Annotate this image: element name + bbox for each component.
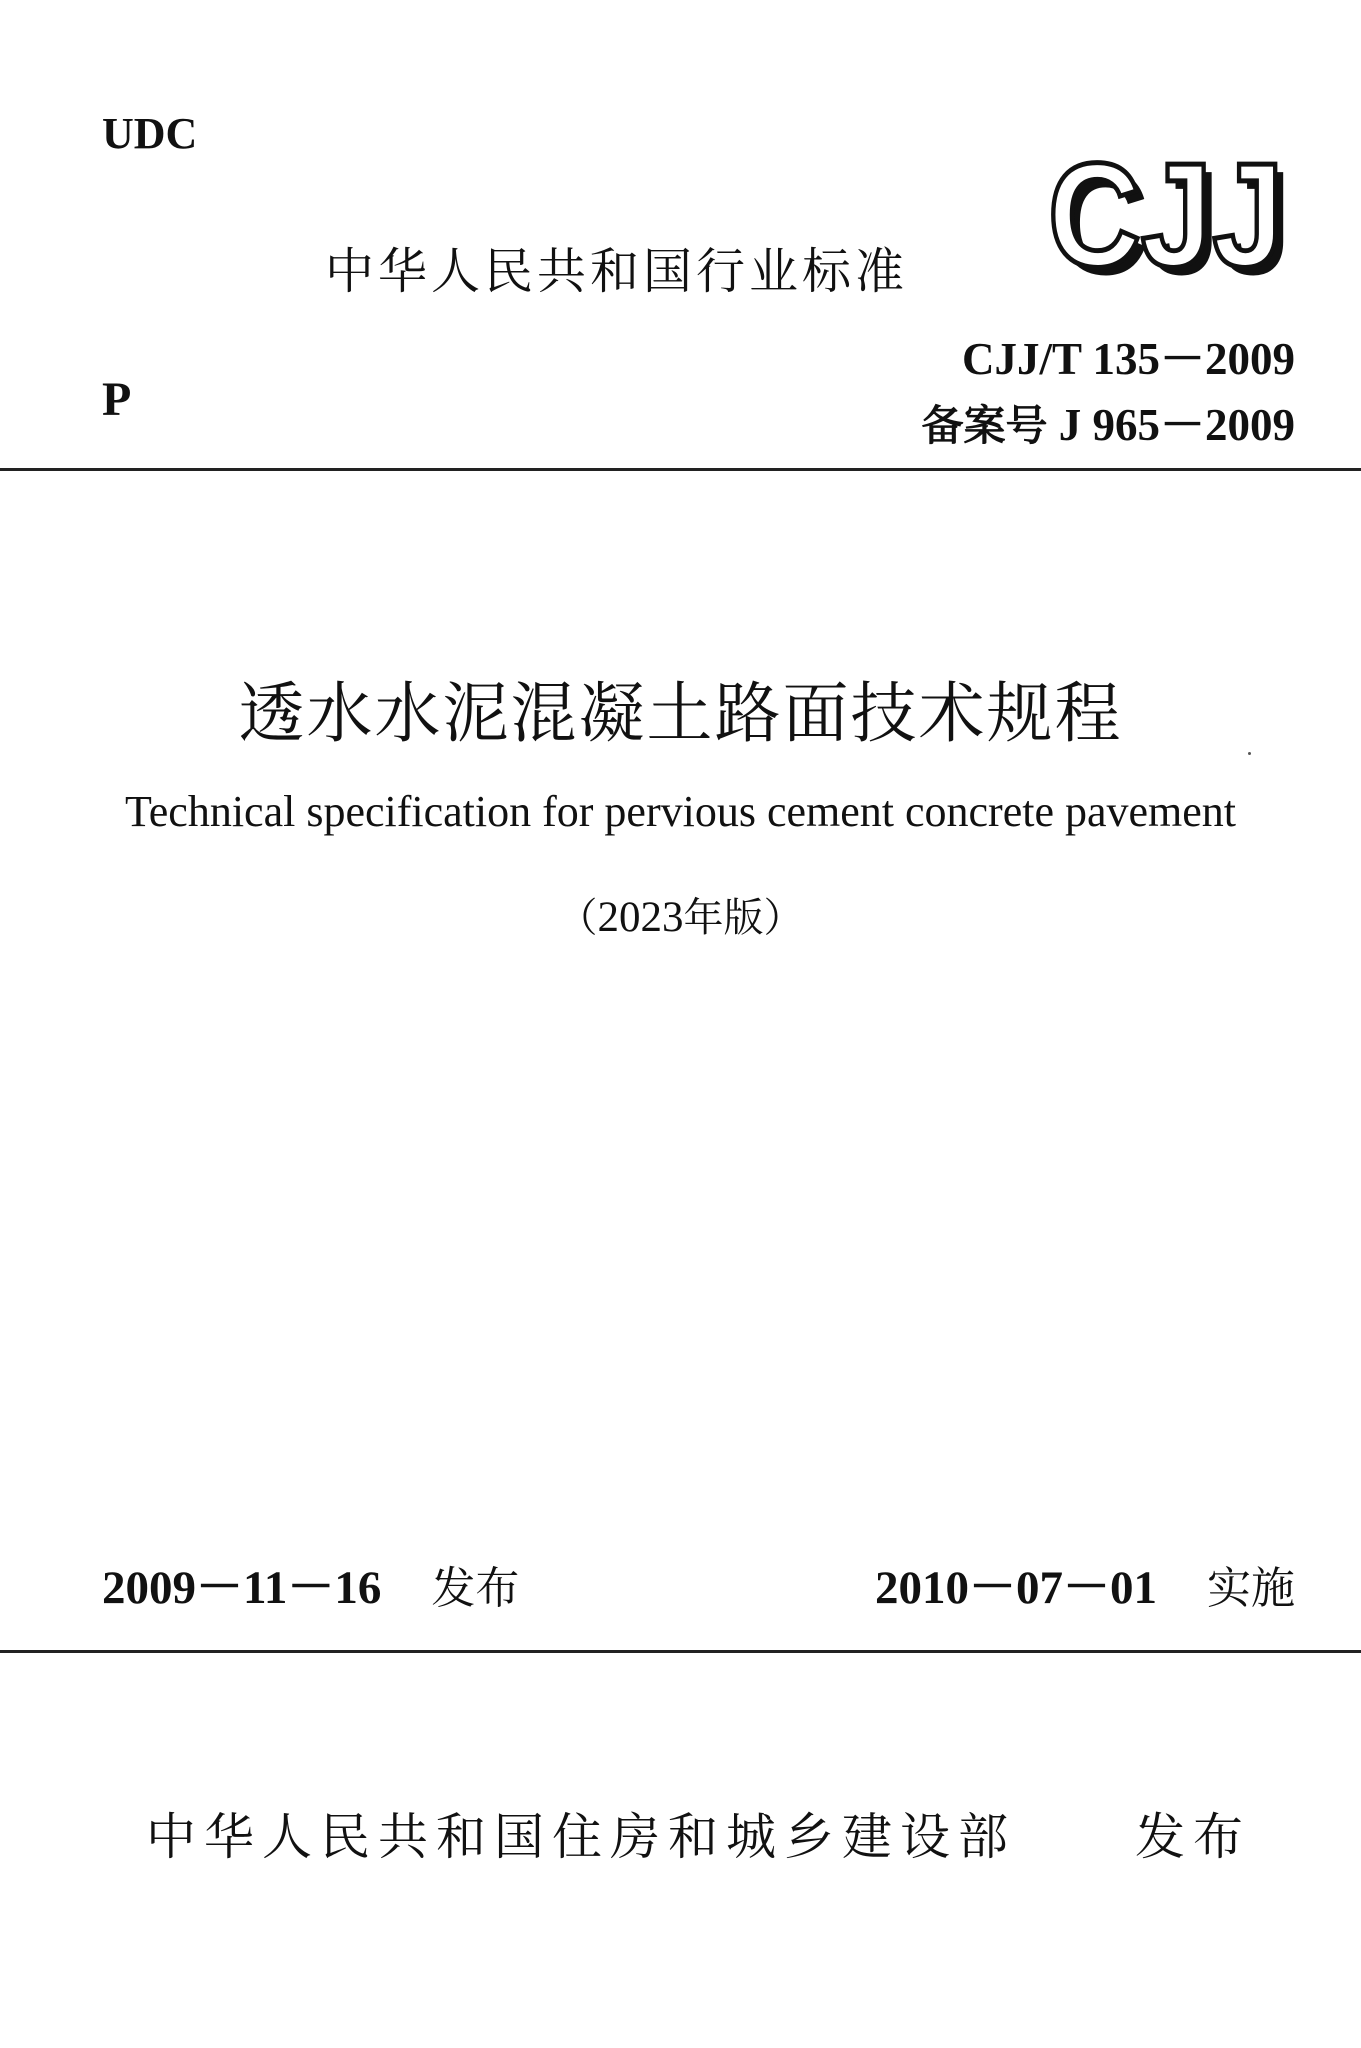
header-divider [0, 468, 1361, 471]
standard-number: CJJ/T 135－2009 [962, 334, 1295, 384]
footer-divider [0, 1650, 1361, 1653]
cjj-logo-shadow: CJJ [1056, 145, 1292, 295]
edition-label: 年版 [683, 895, 764, 941]
document-title-chinese: 透水水泥混凝土路面技术规程 [238, 675, 1123, 752]
issue-label: 发布 [431, 1563, 520, 1614]
record-number: J 965－2009 [1058, 400, 1295, 450]
issue-date-line [102, 1550, 519, 1617]
implementation-label: 实施 [1207, 1563, 1295, 1614]
publisher-name: 中华人民共和国住房和城乡建设部 [146, 1808, 1016, 1866]
industry-standard-heading: 中华人民共和国行业标准 [325, 243, 909, 300]
publisher-action: 发布 [1135, 1808, 1251, 1866]
implementation-date-line [875, 1550, 1295, 1617]
cjj-logo-face: CJJ [1048, 145, 1284, 295]
cjj-logo [1045, 145, 1295, 295]
issue-date: 2009－11－16 [102, 1562, 382, 1614]
classification-code: P [102, 373, 132, 426]
edition-year: 2023 [597, 894, 684, 941]
document-title-english: Technical specification for pervious cement concrete pavement [124, 787, 1237, 836]
record-number-line [921, 388, 1295, 453]
udc-label: UDC [102, 109, 198, 158]
scan-speck [1248, 752, 1251, 755]
edition-close-paren: ） [763, 895, 804, 941]
edition-note [0, 886, 1361, 943]
implementation-date: 2010－07－01 [875, 1562, 1157, 1614]
edition-open-paren: （ [557, 895, 598, 941]
record-label: 备案号 [921, 401, 1048, 450]
